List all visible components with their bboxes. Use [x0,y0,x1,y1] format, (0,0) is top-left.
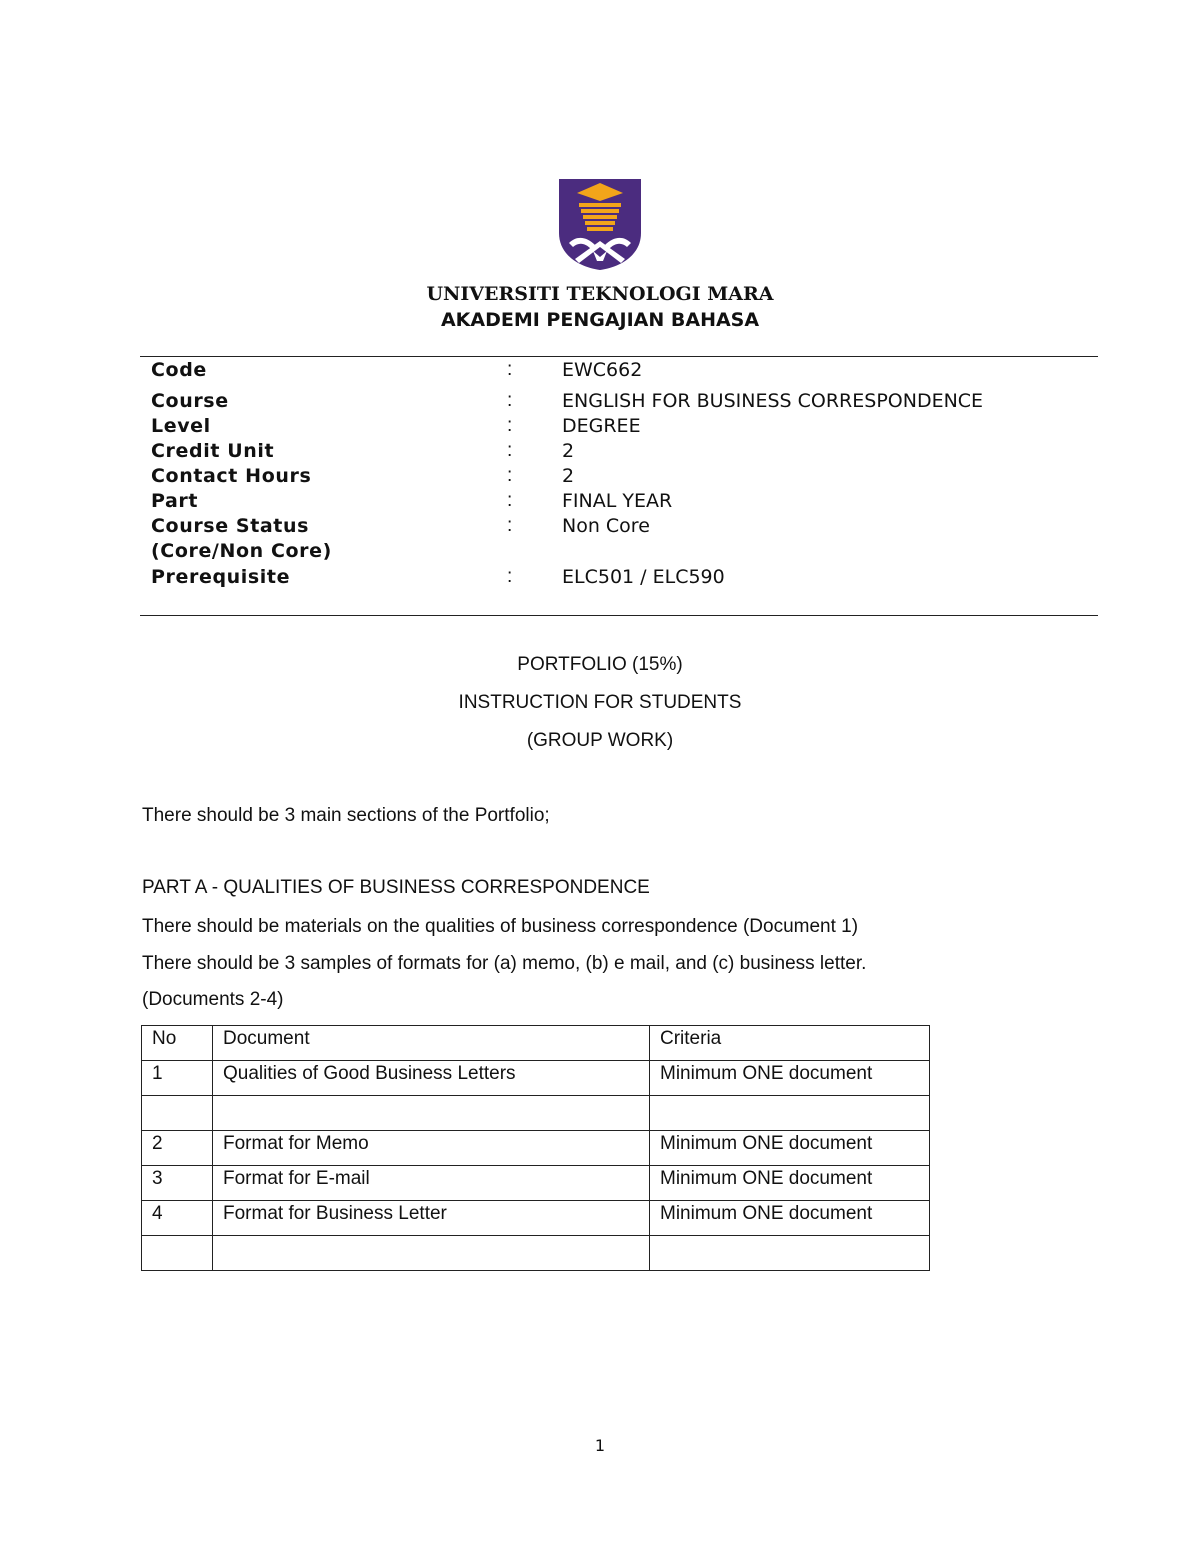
cell-criteria [650,1096,930,1131]
info-label: Course Status [151,515,310,537]
info-value: FINAL YEAR [562,490,673,512]
university-name: UNIVERSITI TEKNOLOGI MARA [426,283,774,305]
top-divider [140,356,1098,357]
info-label: Part [151,490,199,512]
work-type: (GROUP WORK) [526,730,674,751]
info-colon: : [507,390,513,411]
info-value: 2 [562,440,575,462]
info-row-prerequisite [0,566,1200,592]
info-colon: : [507,490,513,511]
page-number: 1 [594,1436,606,1455]
university-logo [557,177,643,271]
table-row [142,1096,930,1131]
cell-no: 1 [142,1061,213,1096]
cell-criteria: Minimum ONE document [650,1166,930,1201]
cell-no [142,1096,213,1131]
cell-criteria: Minimum ONE document [650,1201,930,1236]
table-row [142,1061,930,1096]
info-colon: : [507,359,513,380]
info-label: Contact Hours [151,465,312,487]
info-label: (Core/Non Core) [151,540,332,562]
info-row-part [0,490,1200,516]
info-row-code [0,359,1200,385]
cell-document: Qualities of Good Business Letters [213,1061,650,1096]
documents-table [141,1025,930,1271]
info-value: ELC501 / ELC590 [562,566,725,588]
info-value: 2 [562,465,575,487]
info-colon: : [507,515,513,536]
info-value: EWC662 [562,359,643,381]
cell-no: 4 [142,1201,213,1236]
cell-no: 3 [142,1166,213,1201]
cell-document: Format for Business Letter [213,1201,650,1236]
info-colon: : [507,465,513,486]
info-value: DEGREE [562,415,641,437]
header-cell-document: Document [213,1026,650,1061]
info-row-level [0,415,1200,441]
header-cell-criteria: Criteria [650,1026,930,1061]
info-row-course [0,390,1200,416]
table-row [142,1201,930,1236]
cell-criteria: Minimum ONE document [650,1131,930,1166]
table-row [142,1131,930,1166]
info-label: Code [151,359,207,381]
part-a-line-2: There should be 3 samples of formats for (a) memo, (b) e mail, and (c) business letter. [142,953,867,974]
info-label: Prerequisite [151,566,291,588]
cell-criteria [650,1236,930,1271]
info-colon: : [507,415,513,436]
cell-document [213,1236,650,1271]
academy-name: AKADEMI PENGAJIAN BAHASA [440,309,760,331]
info-label: Course [151,390,229,412]
info-label: Credit Unit [151,440,275,462]
info-colon: : [507,566,513,587]
instruction-heading: INSTRUCTION FOR STUDENTS [458,692,742,713]
info-row-contact-hours [0,465,1200,491]
table-row [142,1166,930,1201]
intro-text: There should be 3 main sections of the Portfolio; [142,805,550,826]
part-a-line-3: (Documents 2-4) [142,989,284,1010]
table-row [142,1236,930,1271]
info-row-core-note [0,540,1200,566]
info-label: Level [151,415,211,437]
cell-document [213,1096,650,1131]
portfolio-title: PORTFOLIO (15%) [517,654,683,675]
part-a-line-1: There should be materials on the qualities of business correspondence (Document 1) [142,916,859,937]
part-a-heading: PART A - QUALITIES OF BUSINESS CORRESPONDENCE [142,877,650,898]
cell-no [142,1236,213,1271]
info-value: Non Core [562,515,650,537]
info-row-credit-unit [0,440,1200,466]
cell-document: Format for Memo [213,1131,650,1166]
info-colon: : [507,440,513,461]
cell-document: Format for E-mail [213,1166,650,1201]
bottom-divider [140,615,1098,616]
info-value: ENGLISH FOR BUSINESS CORRESPONDENCE [562,390,984,412]
header-cell-no: No [142,1026,213,1061]
cell-criteria: Minimum ONE document [650,1061,930,1096]
table-header-row [142,1026,930,1061]
cell-no: 2 [142,1131,213,1166]
info-row-course-status [0,515,1200,541]
